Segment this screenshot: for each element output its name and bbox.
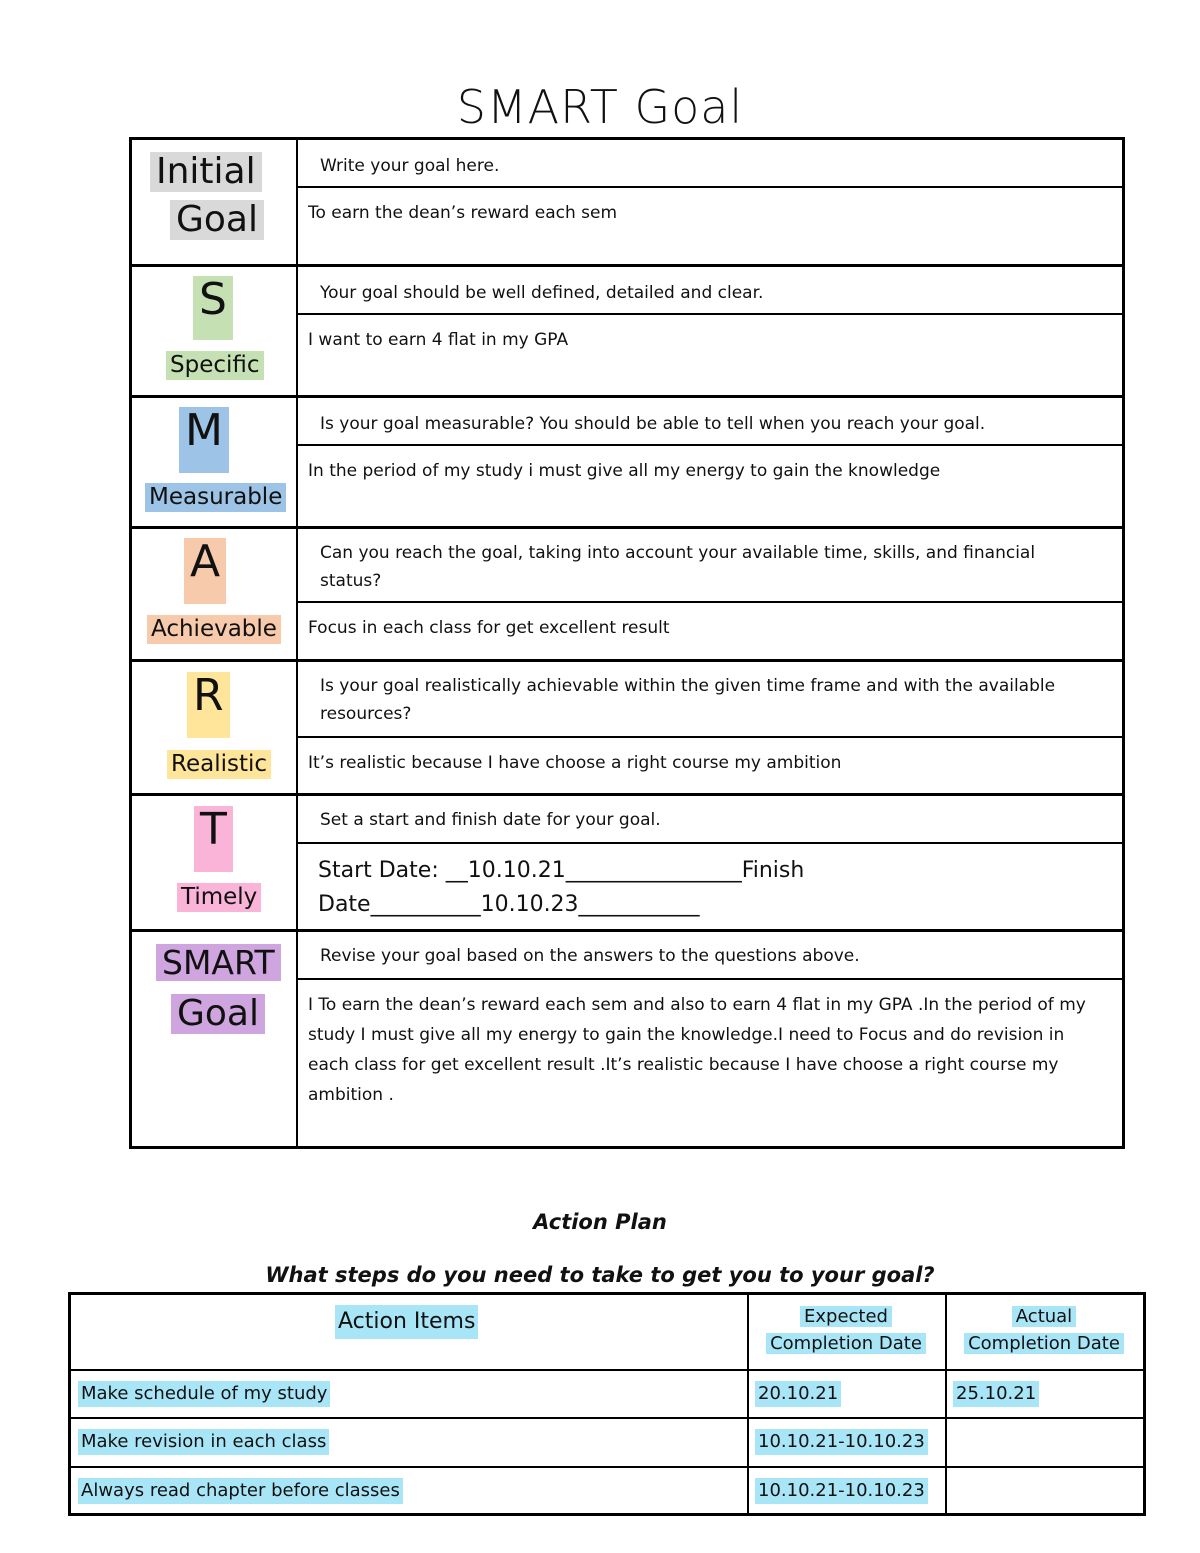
achievable-answer: Focus in each class for get excellent result: [308, 618, 670, 638]
a-letter: A: [184, 538, 226, 604]
achievable-label-cell: [132, 529, 298, 659]
smart-goal-table: [129, 137, 1125, 1149]
timely-label-cell: [132, 796, 298, 929]
initial-goal-prompt: Write your goal here.: [298, 140, 1122, 188]
smart-word: SMART: [156, 944, 281, 981]
realistic-label-cell: [132, 662, 298, 793]
smart-goal-label-cell: [132, 932, 298, 1146]
table-row-expected: 20.10.21: [755, 1381, 841, 1407]
header-actual-date: [945, 1303, 1143, 1357]
section-achievable: [132, 529, 1122, 662]
header-expected-date: [747, 1303, 945, 1357]
section-realistic: [132, 662, 1122, 796]
row-divider: [71, 1417, 1143, 1419]
table-row-item: Always read chapter before classes: [78, 1478, 403, 1504]
m-letter: M: [179, 407, 229, 473]
measurable-label-cell: [132, 398, 298, 526]
t-letter: T: [194, 806, 233, 872]
initial-goal-label-cell: [132, 140, 298, 264]
start-date-line: Start Date: __10.10.21________________Finish: [318, 858, 805, 883]
smart-goal-prompt: Revise your goal based on the answers to the questions above.: [298, 932, 1122, 980]
section-measurable: [132, 398, 1122, 529]
header-actual-line1: Actual: [1012, 1306, 1076, 1327]
table-row-actual: 25.10.21: [953, 1381, 1039, 1407]
action-plan-table: [68, 1292, 1146, 1516]
specific-prompt: Your goal should be well defined, detailed and clear.: [298, 267, 1122, 315]
achievable-word: Achievable: [147, 615, 281, 644]
s-letter: S: [193, 276, 233, 340]
specific-label-cell: [132, 267, 298, 395]
section-timely: [132, 796, 1122, 932]
achievable-prompt: Can you reach the goal, taking into account your available time, skills, and financial status?: [298, 529, 1122, 603]
realistic-prompt: Is your goal realistically achievable within the given time frame and with the available resources?: [298, 662, 1122, 738]
header-actual-line2: Completion Date: [964, 1333, 1124, 1354]
action-plan-title: Action Plan: [533, 1210, 667, 1234]
timely-prompt: Set a start and finish date for your goal.: [298, 796, 1122, 844]
section-initial-goal: [132, 140, 1122, 267]
header-expected-line1: Expected: [800, 1306, 892, 1327]
measurable-word: Measurable: [145, 483, 286, 512]
table-row-item: Make revision in each class: [78, 1429, 329, 1455]
r-letter: R: [187, 672, 230, 738]
realistic-word: Realistic: [167, 750, 271, 779]
initial-word: Initial: [150, 152, 262, 192]
realistic-answer: It’s realistic because I have choose a right course my ambition: [308, 753, 842, 773]
table-row-expected: 10.10.21-10.10.23: [755, 1429, 928, 1455]
finish-date-line: Date__________10.10.23___________: [318, 892, 700, 917]
row-divider: [71, 1369, 1143, 1371]
table-row-item: Make schedule of my study: [78, 1381, 330, 1407]
table-row-expected: 10.10.21-10.10.23: [755, 1478, 928, 1504]
section-smart-goal: [132, 932, 1122, 1146]
measurable-prompt: Is your goal measurable? You should be able to tell when you reach your goal.: [298, 398, 1122, 446]
action-plan-subtitle: What steps do you need to take to get you to your goal?: [265, 1263, 935, 1287]
smart-goal-word: Goal: [171, 994, 265, 1034]
row-divider: [71, 1466, 1143, 1468]
section-specific: [132, 267, 1122, 398]
page-title: SMART Goal: [456, 80, 744, 134]
timely-answer: [298, 844, 1122, 929]
timely-word: Timely: [177, 883, 261, 912]
header-expected-line2: Completion Date: [766, 1333, 926, 1354]
initial-goal-answer: To earn the dean’s reward each sem: [308, 203, 618, 223]
smart-goal-answer: I To earn the dean’s reward each sem and also to earn 4 flat in my GPA .In the period of my study I must give all my energy to gain the knowledge.I need to Focus and do revision in each class for get excellent result .It’s realistic because I have choose a right course my ambition .: [308, 995, 1086, 1105]
measurable-answer: In the period of my study i must give all my energy to gain the knowledge: [308, 461, 941, 481]
specific-word: Specific: [166, 351, 264, 380]
goal-word: Goal: [170, 200, 264, 240]
header-action-items: Action Items: [335, 1305, 478, 1339]
specific-answer: I want to earn 4 flat in my GPA: [308, 330, 569, 350]
